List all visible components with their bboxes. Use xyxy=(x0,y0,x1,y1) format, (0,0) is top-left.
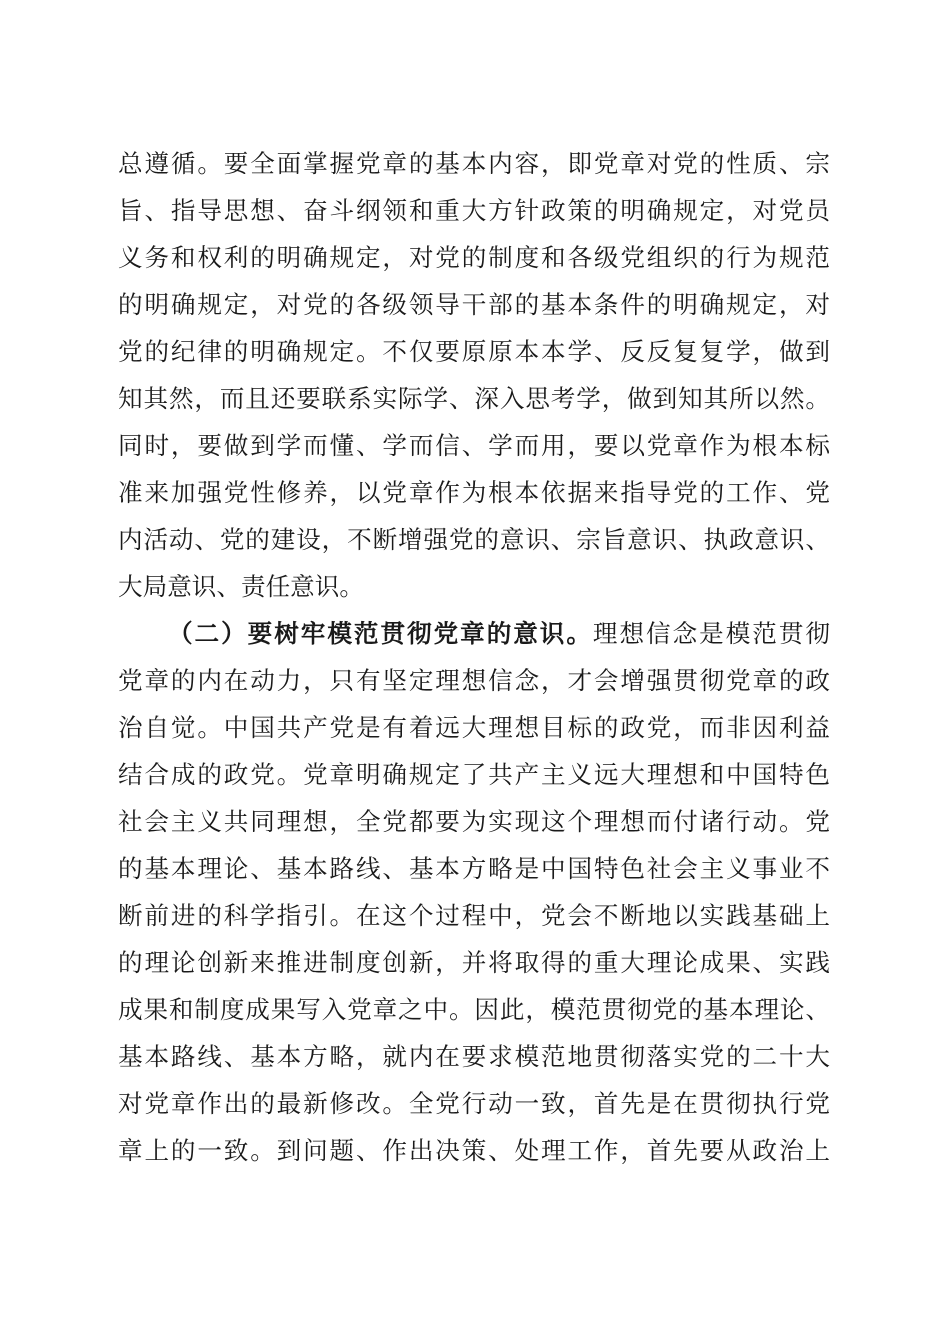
p2-line-4: 结合成的政党。党章明确规定了共产主义远大理想和中国特色 xyxy=(118,760,830,789)
p2-line-10: 基本路线、基本方略，就内在要求模范地贯彻落实党的二十大 xyxy=(118,1042,830,1071)
p1-line-1: 总遵循。要全面掌握党章的基本内容，即党章对党的性质、宗 xyxy=(118,149,830,178)
p1-line-10: 大局意识、责任意识。 xyxy=(118,572,364,601)
p2-line-9: 成果和制度成果写入党章之中。因此，模范贯彻党的基本理论、 xyxy=(118,995,830,1024)
p1-line-9: 内活动、党的建设，不断增强党的意识、宗旨意识、执政意识、 xyxy=(118,525,830,554)
p2-line-7: 断前进的科学指引。在这个过程中，党会不断地以实践基础上 xyxy=(118,901,830,930)
p2-line-11: 对党章作出的最新修改。全党行动一致，首先是在贯彻执行党 xyxy=(118,1089,830,1118)
p2-line-1-rest: 理想信念是模范贯彻 xyxy=(592,619,830,648)
p2-line-3: 治自觉。中国共产党是有着远大理想目标的政党，而非因利益 xyxy=(118,713,830,742)
p2-line-6: 的基本理论、基本路线、基本方略是中国特色社会主义事业不 xyxy=(118,854,830,883)
p2-line-12: 章上的一致。到问题、作出决策、处理工作，首先要从政治上 xyxy=(118,1136,830,1165)
p1-line-5: 党的纪律的明确规定。不仅要原原本本学、反反复复学，做到 xyxy=(118,337,830,366)
p1-line-7: 同时，要做到学而懂、学而信、学而用，要以党章作为根本标 xyxy=(118,431,830,460)
p2-line-1 xyxy=(118,610,830,657)
p2-line-2: 党章的内在动力，只有坚定理想信念，才会增强贯彻党章的政 xyxy=(118,666,830,695)
p2-line-5: 社会主义共同理想，全党都要为实现这个理想而付诸行动。党 xyxy=(118,807,830,836)
p1-line-6: 知其然，而且还要联系实际学、深入思考学，做到知其所以然。 xyxy=(118,384,830,413)
p2-line-8: 的理论创新来推进制度创新，并将取得的重大理论成果、实践 xyxy=(118,948,830,977)
body-text xyxy=(118,140,830,1174)
p1-line-8: 准来加强党性修养，以党章作为根本依据来指导党的工作、党 xyxy=(118,478,830,507)
p1-line-3: 义务和权利的明确规定，对党的制度和各级党组织的行为规范 xyxy=(118,243,830,272)
p1-line-2: 旨、指导思想、奋斗纲领和重大方针政策的明确规定，对党员 xyxy=(118,196,830,225)
section-heading: （二）要树牢模范贯彻党章的意识。 xyxy=(168,619,593,648)
p1-line-4: 的明确规定，对党的各级领导干部的基本条件的明确规定，对 xyxy=(118,290,830,319)
